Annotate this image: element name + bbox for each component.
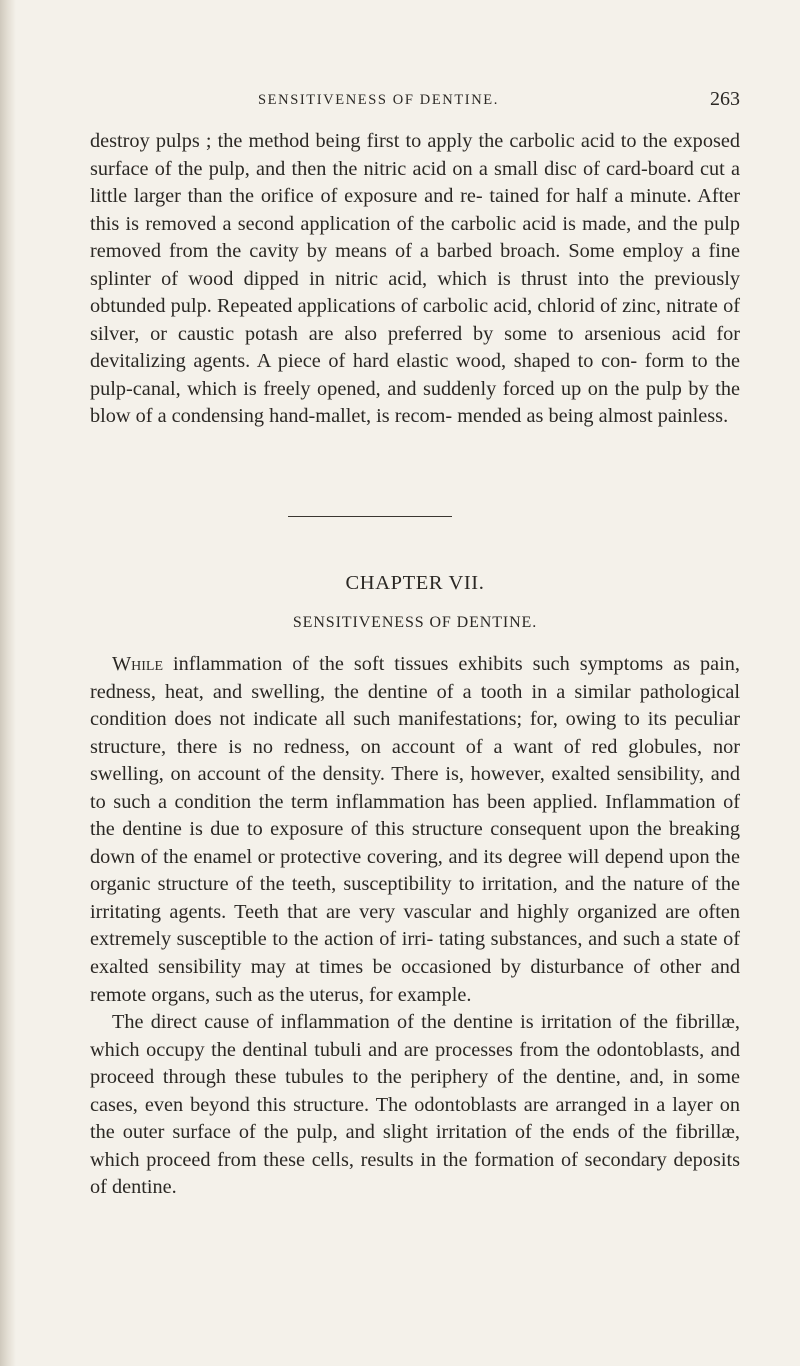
- paragraph-inflammation: [90, 651, 740, 1009]
- paragraph-direct-cause: The direct cause of inflammation of the dentine is irritation of the fibrillæ, which occupy the dentinal tubuli and are processes from the odontoblasts, and proceed through these tubules to the periphery of the dentine, and, in some cases, even beyond this structure. The odontoblasts are arranged in a layer on the outer surface of the pulp, and slight irritation of the ends of the fibrillæ, which proceed from these cells, results in the formation of secondary deposits of dentine.: [90, 1011, 740, 1199]
- running-title: SENSITIVENESS OF DENTINE.: [258, 92, 499, 108]
- chapter-subtitle: SENSITIVENESS OF DENTINE.: [292, 614, 538, 631]
- chapter-body: [90, 651, 740, 1202]
- book-page: [90, 0, 740, 1366]
- paragraph-lead-word: While: [112, 653, 164, 675]
- section-divider-rule: [288, 516, 452, 517]
- running-header: [90, 88, 740, 116]
- paragraph-continued: destroy pulps ; the method being first to apply the carbolic acid to the exposed surface of the pulp, and then the nitric acid on a small disc of card-board cut a little larger than the orifice of exposure and re- tained for half a minute. After this is removed a second application of the carbolic acid is made, and the pulp removed from the cavity by means of a barbed broach. Some employ a fine splinter of wood dipped in nitric acid, which is thrust into the previously obtunded pulp. Repeated applications of carbolic acid, chlorid of zinc, nitrate of silver, or caustic potash are also preferred by some to arsenious acid for devitalizing agents. A piece of hard elastic wood, shaped to con- form to the pulp-canal, which is freely opened, and suddenly forced up on the pulp by the blow of a condensing hand-mallet, is recom- mended as being almost painless.: [90, 130, 740, 428]
- page-number: 263: [710, 88, 740, 110]
- page-binding-edge: [0, 0, 16, 1366]
- paragraph-inflammation-text: inflammation of the soft tissues exhibits such symptoms as pain, redness, heat, and swelling, the dentine of a tooth in a similar pathological condition does not indicate all such manifestations; for, owing to its peculiar structure, there is no redness, on account of a want of red globules, nor swelling, on account of the density. There is, however, exalted sensibility, and to such a condition the term inflammation has been applied. Inflammation of the dentine is due to exposure of this structure consequent upon the breaking down of the enamel or protective covering, and its degree will depend upon the organic structure of the teeth, susceptibility to irritation, and the nature of the irritating agents. Teeth that are very vascular and highly organized are often extremely susceptible to the action of irri- tating substances, and such a state of exalted sensibility may at times be occasioned by disturbance of other and remote organs, such as the uterus, for example.: [90, 653, 740, 1006]
- chapter-title: CHAPTER VII.: [345, 572, 485, 594]
